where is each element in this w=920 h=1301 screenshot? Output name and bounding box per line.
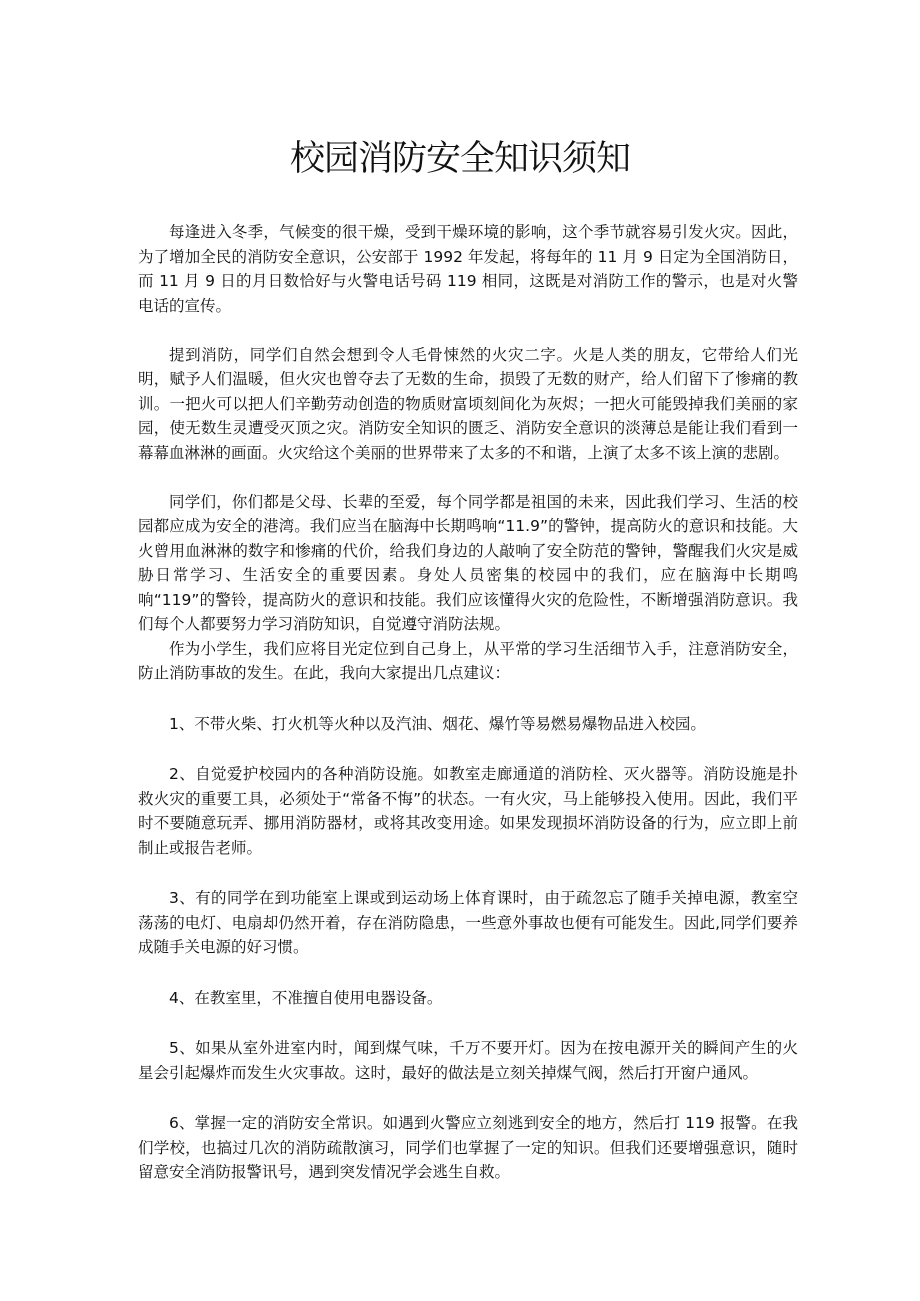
paragraph-fire-mention: 提到消防，同学们自然会想到令人毛骨悚然的火灾二字。火是人类的朋友，它带给人们光明，赋予人们温暖，但火灾也曾夺去了无数的生命，损毁了无数的财产，给人们留下了惨痛的教训。一把火可以把人们辛勤劳动创造的物质财富顷刻间化为灰烬；一把火可能毁掉我们美丽的家园，使无数生灵遭受灭顶之灾。消防安全知识的匮乏、消防安全意识的淡薄总是能让我们看到一幕幕血淋淋的画面。火灾给这个美丽的世界带来了太多的不和谐，上演了太多不该上演的悲剧。 bbox=[138, 345, 798, 462]
list-item-4: 4、在教室里，不准擅自使用电器设备。 bbox=[169, 988, 443, 1007]
list-item-1: 1、不带火柴、打火机等火种以及汽油、烟花、爆竹等易燃易爆物品进入校园。 bbox=[169, 714, 706, 733]
paragraph-students: 同学们，你们都是父母、长辈的至爱，每个同学都是祖国的未来，因此我们学习、生活的校园都应成为安全的港湾。我们应当在脑海中长期鸣响“11.9”的警钟，提高防火的意识和技能。大火曾用血淋淋的数字和惨痛的代价，给我们身边的人敲响了安全防范的警钟，警醒我们火灾是威胁日常学习、生活安全的重要因素。身处人员密集的校园中的我们，应在脑海中长期鸣响“119”的警铃，提高防火的意识和技能。我们应该懂得火灾的危险性，不断增强消防意识。我们每个人都要努力学习消防知识，自觉遵守消防法规。 bbox=[138, 492, 798, 633]
document-title: 校园消防安全知识须知 bbox=[289, 139, 630, 179]
paragraph-intro: 每逢进入冬季，气候变的很干燥，受到干燥环境的影响，这个季节就容易引发火灾。因此，为了增加全民的消防安全意识，公安部于 1992 年发起，将每年的 11 月 9 日定为全国消防日，而 11 月 9 日的月日数恰好与火警电话号码 119 相同，这既是对消防工作的警示，也是对火警电话的宣传。 bbox=[138, 223, 798, 315]
list-item-5: 5、如果从室外进室内时，闻到煤气味，千万不要开灯。因为在按电源开关的瞬间产生的火星会引起爆炸而发生火灾事故。这时，最好的做法是立刻关掉煤气阀，然后打开窗户通风。 bbox=[138, 1039, 798, 1082]
list-item-6: 6、掌握一定的消防安全常识。如遇到火警应立刻逃到安全的地方，然后打 119 报警。在我们学校，也搞过几次的消防疏散演习，同学们也掌握了一定的知识。但我们还要增强意识，随时留意安全消防报警讯号，遇到突发情况学会逃生自救。 bbox=[138, 1114, 798, 1181]
paragraph-suggestions-intro: 作为小学生，我们应将目光定位到自己身上，从平常的学习生活细节入手，注意消防安全，防止消防事故的发生。在此，我向大家提出几点建议： bbox=[138, 639, 798, 682]
list-item-3: 3、有的同学在到功能室上课或到运动场上体育课时，由于疏忽忘了随手关掉电源，教室空荡荡的电灯、电扇却仍然开着，存在消防隐患，一些意外事故也便有可能发生。因此,同学们要养成随手关电源的好习惯。 bbox=[138, 889, 798, 956]
list-item-2: 2、自觉爱护校园内的各种消防设施。如教室走廊通道的消防栓、灭火器等。消防设施是扑救火灾的重要工具，必须处于“常备不悔”的状态。一有火灾，马上能够投入使用。因此，我们平时不要随意玩弄、挪用消防器材，或将其改变用途。如果发现损坏消防设备的行为，应立即上前制止或报告老师。 bbox=[138, 765, 798, 857]
document-body bbox=[138, 220, 798, 1185]
